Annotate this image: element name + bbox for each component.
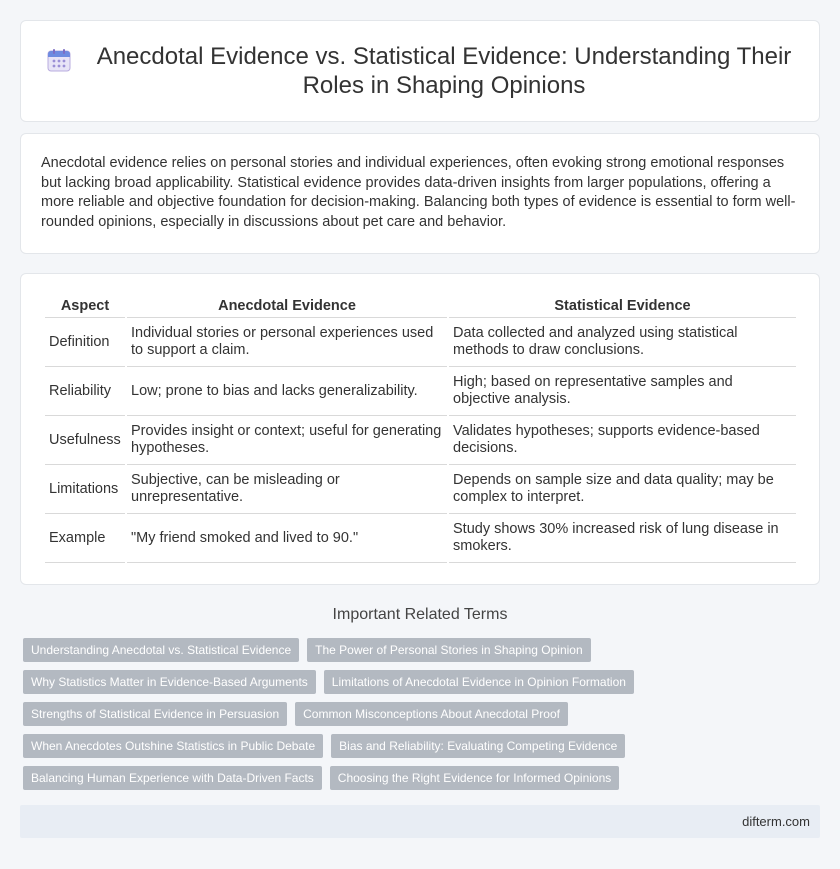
table-row — [45, 318, 796, 367]
table-cell-aspect: Usefulness — [45, 416, 125, 465]
related-term-link[interactable]: Why Statistics Matter in Evidence-Based Arguments — [23, 670, 316, 694]
table-cell-anecdotal: Provides insight or context; useful for generating hypotheses. — [127, 416, 447, 465]
table-cell-aspect: Example — [45, 514, 125, 563]
table-cell-aspect: Reliability — [45, 367, 125, 416]
calendar-icon — [46, 47, 72, 73]
related-term-link[interactable]: Balancing Human Experience with Data-Driven Facts — [23, 766, 322, 790]
column-header-anecdotal: Anecdotal Evidence — [127, 294, 447, 318]
comparison-table-card — [20, 273, 820, 585]
related-term-link[interactable]: Strengths of Statistical Evidence in Persuasion — [23, 702, 287, 726]
table-cell-statistical: Validates hypotheses; supports evidence-based decisions. — [449, 416, 796, 465]
comparison-table — [43, 294, 798, 563]
column-header-aspect: Aspect — [45, 294, 125, 318]
related-term-link[interactable]: The Power of Personal Stories in Shaping Opinion — [307, 638, 591, 662]
table-row — [45, 465, 796, 514]
table-row — [45, 416, 796, 465]
column-header-statistical: Statistical Evidence — [449, 294, 796, 318]
table-cell-anecdotal: Subjective, can be misleading or unrepresentative. — [127, 465, 447, 514]
related-term-link[interactable]: Limitations of Anecdotal Evidence in Opinion Formation — [324, 670, 634, 694]
table-row — [45, 514, 796, 563]
related-term-link[interactable]: Choosing the Right Evidence for Informed Opinions — [330, 766, 620, 790]
related-term-link[interactable]: Bias and Reliability: Evaluating Competing Evidence — [331, 734, 625, 758]
table-cell-statistical: High; based on representative samples and objective analysis. — [449, 367, 796, 416]
footer — [20, 805, 820, 838]
page-title: Anecdotal Evidence vs. Statistical Evidence: Understanding Their Roles in Shaping Opinions — [96, 43, 792, 99]
related-terms-list — [23, 638, 823, 798]
intro-card — [20, 133, 820, 254]
table-cell-aspect: Definition — [45, 318, 125, 367]
table-cell-statistical: Data collected and analyzed using statistical methods to draw conclusions. — [449, 318, 796, 367]
table-cell-statistical: Depends on sample size and data quality; may be complex to interpret. — [449, 465, 796, 514]
related-terms-title: Important Related Terms — [332, 606, 508, 623]
footer-site-link[interactable]: difterm.com — [742, 814, 810, 829]
table-header-row — [45, 294, 796, 318]
related-term-link[interactable]: When Anecdotes Outshine Statistics in Public Debate — [23, 734, 323, 758]
intro-paragraph: Anecdotal evidence relies on personal stories and individual experiences, often evoking strong emotional responses but lacking broad applicability. Statistical evidence provides data-driven insights from larger populations, offering a more reliable and objective foundation for decision-making. Balancing both types of evidence is essential to form well-rounded opinions, especially in discussions about pet care and behavior. — [41, 155, 796, 230]
related-term-link[interactable]: Understanding Anecdotal vs. Statistical Evidence — [23, 638, 299, 662]
table-cell-aspect: Limitations — [45, 465, 125, 514]
table-row — [45, 367, 796, 416]
related-term-link[interactable]: Common Misconceptions About Anecdotal Proof — [295, 702, 568, 726]
table-cell-anecdotal: Low; prone to bias and lacks generalizability. — [127, 367, 447, 416]
header-card — [20, 20, 820, 122]
table-cell-statistical: Study shows 30% increased risk of lung disease in smokers. — [449, 514, 796, 563]
table-cell-anecdotal: Individual stories or personal experiences used to support a claim. — [127, 318, 447, 367]
table-cell-anecdotal: "My friend smoked and lived to 90." — [127, 514, 447, 563]
